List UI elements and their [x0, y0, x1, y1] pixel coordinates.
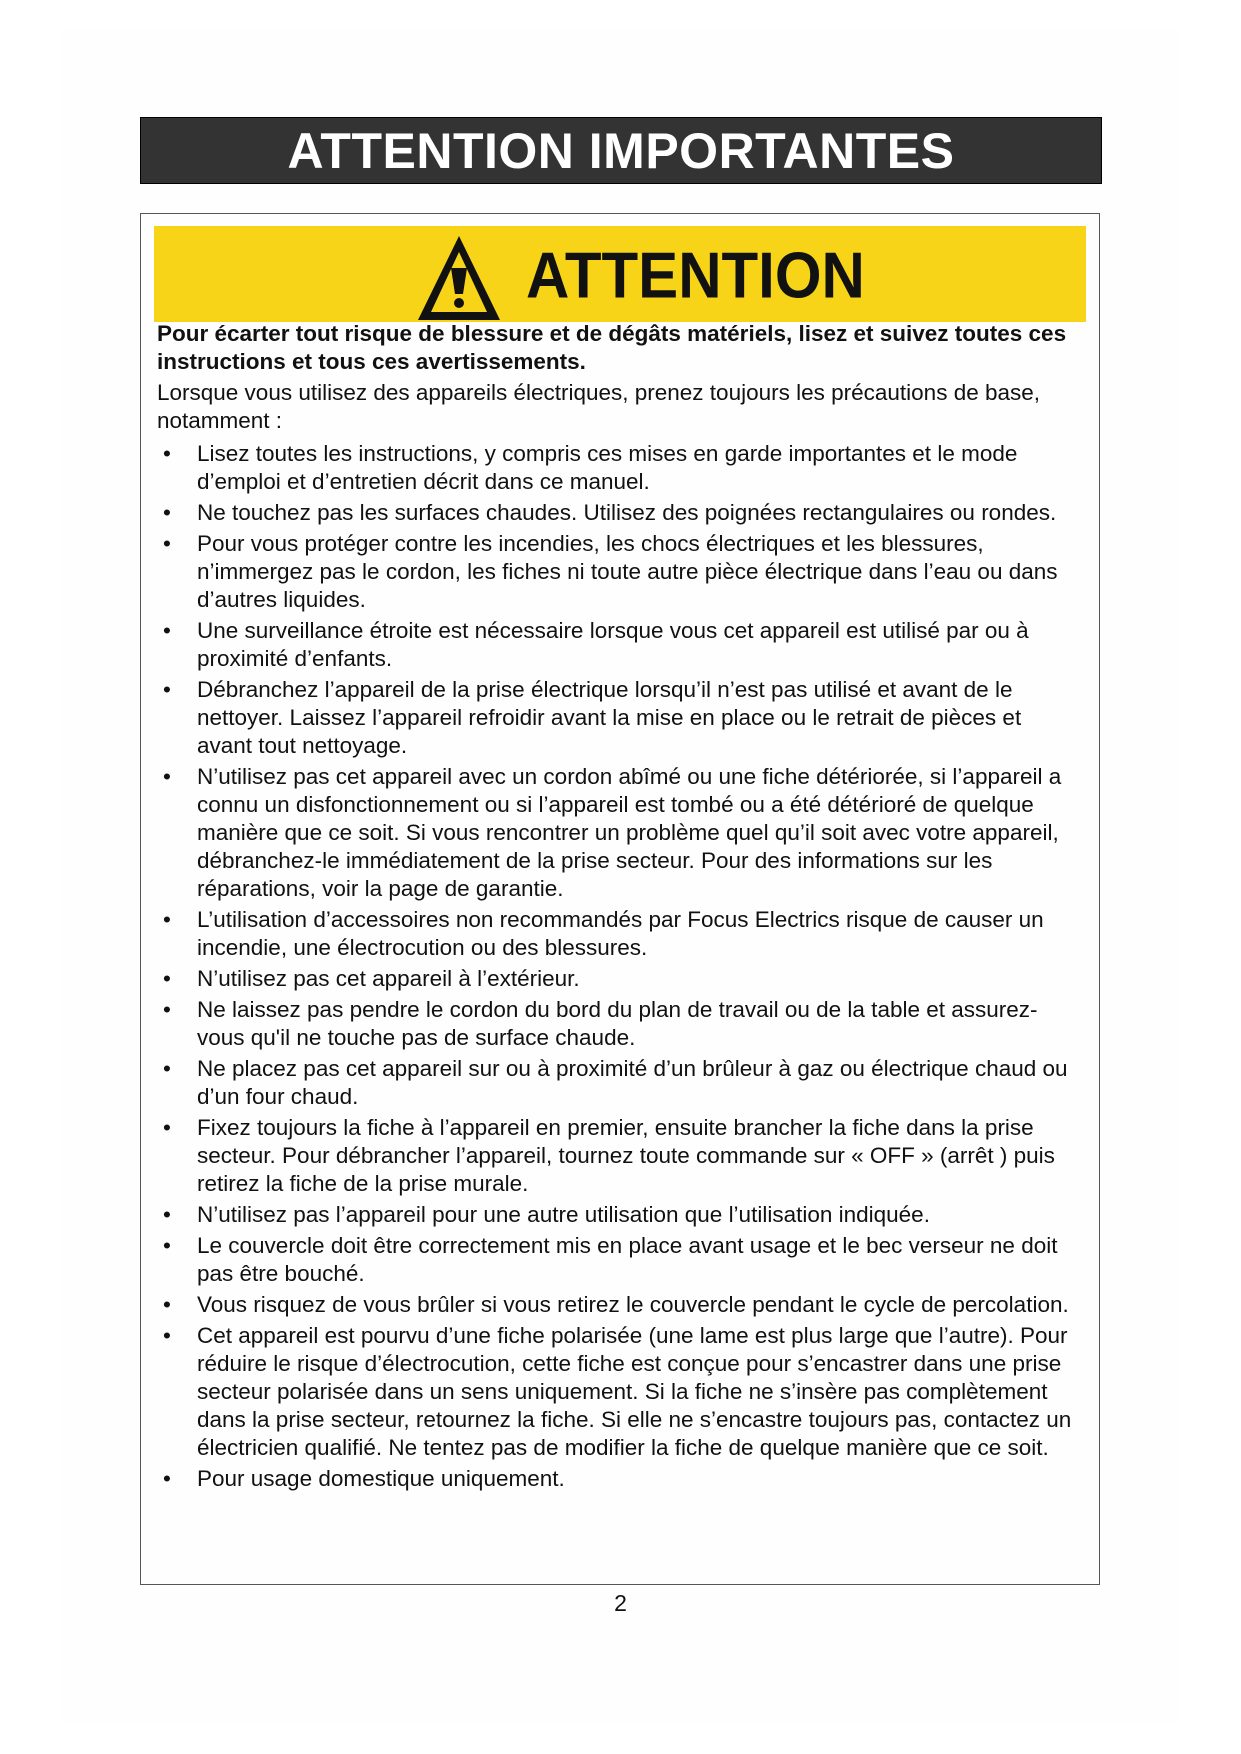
page-title: ATTENTION IMPORTANTES [287, 122, 955, 179]
list-item [157, 1465, 1082, 1493]
list-item [157, 996, 1082, 1052]
list-item-text: Pour vous protéger contre les incendies, les chocs électriques et les blessures, n’immergez pas le cordon, les fiches ni toute autre pièce électrique dans l’eau ou dans d’autres liquides. [197, 531, 1058, 612]
bullet-icon: • [163, 907, 171, 932]
bullet-icon: • [163, 1292, 171, 1317]
intro-paragraph: Lorsque vous utilisez des appareils électriques, prenez toujours les précautions de base, notamment : [157, 380, 1041, 433]
bullet-icon: • [163, 531, 171, 556]
bullet-icon: • [163, 677, 171, 702]
list-item [157, 763, 1082, 903]
bullet-icon: • [163, 997, 171, 1022]
bullet-icon: • [163, 1202, 171, 1227]
list-item-text: N’utilisez pas cet appareil avec un cordon abîmé ou une fiche détériorée, si l’appareil a connu un disfonctionnement ou si l’appareil est tombé ou a été détérioré de quelque manière que ce soit. Si vous rencontrer un problème quel qu’il soit avec votre appareil, débranchez-le immédiatement de la prise secteur. Pour des informations sur les réparations, voir la page de garantie. [197, 764, 1062, 901]
list-item [157, 530, 1082, 614]
warning-triangle-icon [416, 232, 502, 322]
attention-word: ATTENTION [526, 239, 865, 312]
lead-paragraph: Pour écarter tout risque de blessure et de dégâts matériels, lisez et suivez toutes ces instructions et tous ces avertissements. [157, 321, 1067, 374]
bullet-icon: • [163, 1233, 171, 1258]
list-item-text: Pour usage domestique uniquement. [197, 1466, 565, 1491]
list-item [157, 965, 1082, 993]
list-item [157, 1055, 1082, 1111]
list-item-text: Ne touchez pas les surfaces chaudes. Utilisez des poignées rectangulaires ou rondes. [197, 500, 1057, 525]
safety-list [157, 440, 1082, 1493]
list-item [157, 499, 1082, 527]
bullet-icon: • [163, 1466, 171, 1491]
list-item [157, 1114, 1082, 1198]
list-item-text: Cet appareil est pourvu d’une fiche polarisée (une lame est plus large que l’autre). Pour réduire le risque d’électrocution, cette fiche est conçue pour s’encastrer dans une prise secteur polarisée dans un sens uniquement. Si la fiche ne s’insère pas complètement dans la prise secteur, retournez la fiche. Si elle ne s’encastre toujours pas, contactez un électricien qualifié. Ne tentez pas de modifier la fiche de quelque manière que ce soit. [197, 1323, 1072, 1460]
list-item-text: Ne placez pas cet appareil sur ou à proximité d’un brûleur à gaz ou électrique chaud ou d’un four chaud. [197, 1056, 1068, 1109]
list-item [157, 1232, 1082, 1288]
warning-frame [140, 213, 1100, 1585]
list-item-text: Ne laissez pas pendre le cordon du bord du plan de travail ou de la table et assurez-vous qu'il ne touche pas de surface chaude. [197, 997, 1038, 1050]
list-item-text: N’utilisez pas cet appareil à l’extérieur. [197, 966, 580, 991]
list-item-text: Lisez toutes les instructions, y compris ces mises en garde importantes et le mode d’emploi et d’entretien décrit dans ce manuel. [197, 441, 1018, 494]
list-item-text: Débranchez l’appareil de la prise électrique lorsqu’il n’est pas utilisé et avant de le nettoyer. Laissez l’appareil refroidir avant la mise en place ou le retrait de pièces et avant tout nettoyage. [197, 677, 1022, 758]
bullet-icon: • [163, 966, 171, 991]
title-bar [140, 117, 1102, 184]
list-item [157, 617, 1082, 673]
list-item [157, 906, 1082, 962]
list-item-text: Le couvercle doit être correctement mis en place avant usage et le bec verseur ne doit pas être bouché. [197, 1233, 1058, 1286]
bullet-icon: • [163, 618, 171, 643]
list-item-text: N’utilisez pas l’appareil pour une autre utilisation que l’utilisation indiquée. [197, 1202, 930, 1227]
bullet-icon: • [163, 1056, 171, 1081]
attention-banner [154, 226, 1086, 322]
list-item [157, 676, 1082, 760]
list-item-text: Vous risquez de vous brûler si vous retirez le couvercle pendant le cycle de percolation. [197, 1292, 1069, 1317]
page-number: 2 [614, 1590, 627, 1616]
list-item-text: Fixez toujours la fiche à l’appareil en premier, ensuite brancher la fiche dans la prise secteur. Pour débrancher l’appareil, tournez toute commande sur « OFF » (arrêt ) puis retirez la fiche de la prise murale. [197, 1115, 1055, 1196]
bullet-icon: • [163, 1323, 171, 1348]
list-item [157, 1201, 1082, 1229]
bullet-icon: • [163, 500, 171, 525]
list-item-text: Une surveillance étroite est nécessaire lorsque vous cet appareil est utilisé par ou à proximité d’enfants. [197, 618, 1029, 671]
warning-content [157, 320, 1082, 1496]
bullet-icon: • [163, 1115, 171, 1140]
list-item [157, 1322, 1082, 1462]
bullet-icon: • [163, 441, 171, 466]
list-item [157, 1291, 1082, 1319]
list-item-text: L’utilisation d’accessoires non recommandés par Focus Electrics risque de causer un incendie, une électrocution ou des blessures. [197, 907, 1044, 960]
bullet-icon: • [163, 764, 171, 789]
list-item [157, 440, 1082, 496]
